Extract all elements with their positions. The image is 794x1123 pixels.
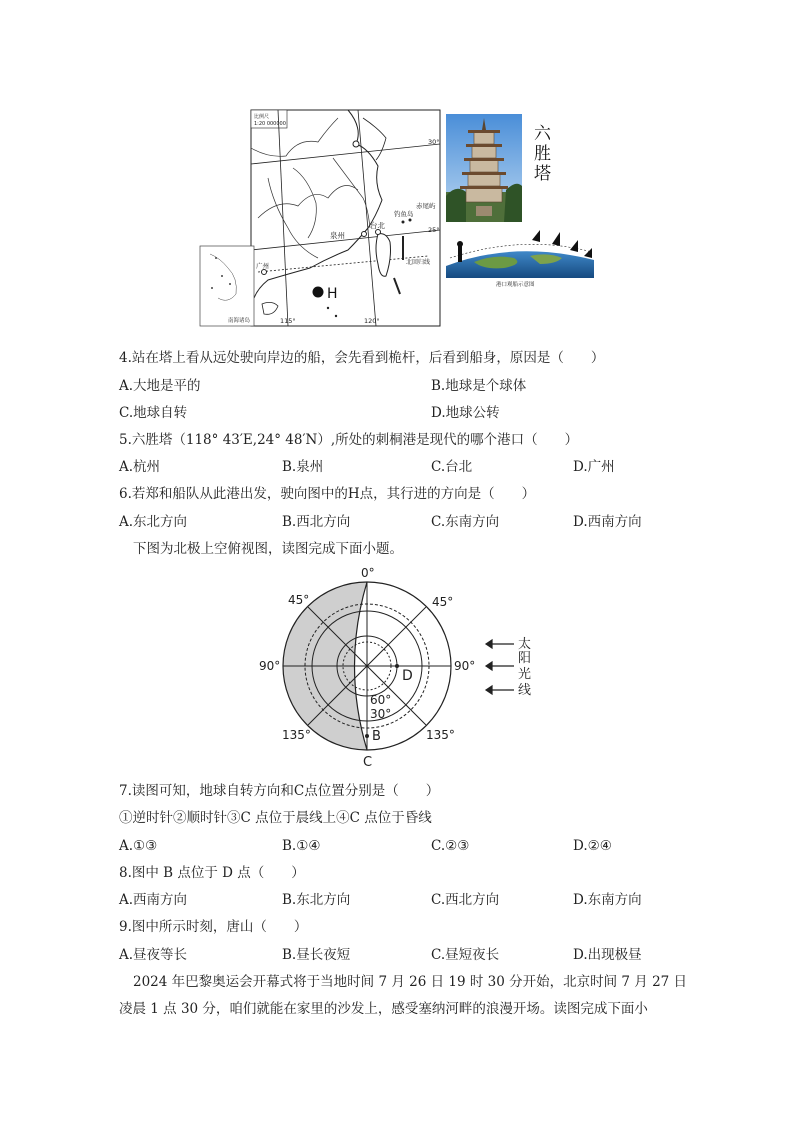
polar-deg-0: 0° [361,566,375,580]
question-5-option-d[interactable]: D.广州 [573,459,615,475]
paragraph-line-2: 凌晨 1 点 30 分，咱们就能在家里的沙发上，感受塞纳河畔的浪漫开场。读图完成下面小 [119,1001,648,1017]
question-8-option-c[interactable]: C.西北方向 [431,892,500,908]
question-8-option-d[interactable]: D.东南方向 [573,892,642,908]
polar-deg-135-right: 135° [426,728,455,742]
lon-115-label: 115° [280,317,296,325]
question-7-sub: ①逆时针②顺时针③C 点位于晨线上④C 点位于昏线 [119,810,432,826]
ship-caption: 港口观船示意图 [496,282,535,288]
lat-25-label: 25° [428,226,440,234]
question-8-stem: 8.图中 B 点位于 D 点（ ） [119,865,305,881]
question-7-option-c[interactable]: C.②③ [431,838,470,854]
polar-deg-45-right: 45° [432,595,454,609]
question-4-option-b[interactable]: B.地球是个球体 [431,378,527,394]
sun-label-3: 光 [518,667,532,682]
scale-title: 比例尺 [254,114,270,120]
point-d-label: D [402,668,413,684]
question-9-option-c[interactable]: C.昼短夜长 [431,947,500,963]
taibei-label: 台北 [370,221,385,230]
question-5-stem: 5.六胜塔（118° 43′E,24° 48′N）,所处的刺桐港是现代的哪个港口（ ） [119,432,579,448]
question-8-option-b[interactable]: B.东北方向 [282,892,351,908]
question-7-option-a[interactable]: A.①③ [119,838,158,854]
question-7-option-d[interactable]: D.②④ [573,838,612,854]
tropic-label: 北回归线 [406,259,431,266]
question-4-option-c[interactable]: C.地球自转 [119,405,188,421]
question-4-stem: 4.站在塔上看从远处驶向岸边的船，会先看到桅杆，后看到船身，原因是（ ） [119,350,605,366]
intro-polar: 下图为北极上空俯视图，读图完成下面小题。 [133,541,403,557]
polar-lat-30: 30° [370,707,392,721]
question-6-option-d[interactable]: D.西南方向 [573,514,642,530]
question-7-option-b[interactable]: B.①④ [282,838,321,854]
point-c-label: C [363,755,373,770]
point-b-label: B [372,729,381,744]
lon-120-label: 120° [364,317,380,325]
question-6-option-b[interactable]: B.西北方向 [282,514,351,530]
question-9-stem: 9.图中所示时刻，唐山（ ） [119,919,308,935]
polar-lat-60: 60° [370,693,392,707]
question-8-option-a[interactable]: A.西南方向 [119,892,188,908]
lat-30-label: 30° [428,138,440,146]
ship-horizon-diagram [444,226,596,288]
h-point-label: H [327,286,338,302]
question-6-stem: 6.若郑和船队从此港出发，驶向图中的H点，其行进的方向是（ ） [119,486,536,502]
question-7-stem: 7.读图可知，地球自转方向和C点位置分别是（ ） [119,783,440,799]
question-9-option-d[interactable]: D.出现极昼 [573,947,642,963]
question-6-option-c[interactable]: C.东南方向 [431,514,500,530]
question-5-option-a[interactable]: A.杭州 [119,459,161,475]
polar-deg-90-left: 90° [259,659,281,673]
question-5-option-c[interactable]: C.台北 [431,459,473,475]
question-5-option-b[interactable]: B.泉州 [282,459,324,475]
question-4-option-a[interactable]: A.大地是平的 [119,378,201,394]
guangzhou-label: 广州 [256,262,269,270]
sun-label-1: 太 [518,637,532,652]
pagoda-title: 六胜塔 [534,124,551,184]
question-9-option-b[interactable]: B.昼长夜短 [282,947,351,963]
polar-deg-90-right: 90° [454,659,476,673]
question-9-option-a[interactable]: A.昼夜等长 [119,947,188,963]
polar-deg-135-left: 135° [282,728,311,742]
china-coast-map [198,108,443,328]
quanzhou-label: 泉州 [330,231,345,240]
polar-deg-45-left: 45° [288,593,310,607]
diaoyudao-label: 钓鱼岛 [394,210,414,218]
sun-label-2: 阳 [518,651,532,666]
sun-label-4: 线 [518,683,532,698]
pagoda-photo [446,114,522,222]
scale-value: 1:20 000000 [254,121,286,127]
paragraph-line-1: 2024 年巴黎奥运会开幕式将于当地时间 7 月 26 日 19 时 30 分开始，北京时间 7 月 27 日 [133,974,688,990]
nanhai-label: 南海诸岛 [228,318,251,324]
chiweiyu-label: 赤尾屿 [416,202,436,210]
question-6-option-a[interactable]: A.东北方向 [119,514,188,530]
question-4-option-d[interactable]: D.地球公转 [431,405,500,421]
polar-view-diagram [250,562,550,784]
